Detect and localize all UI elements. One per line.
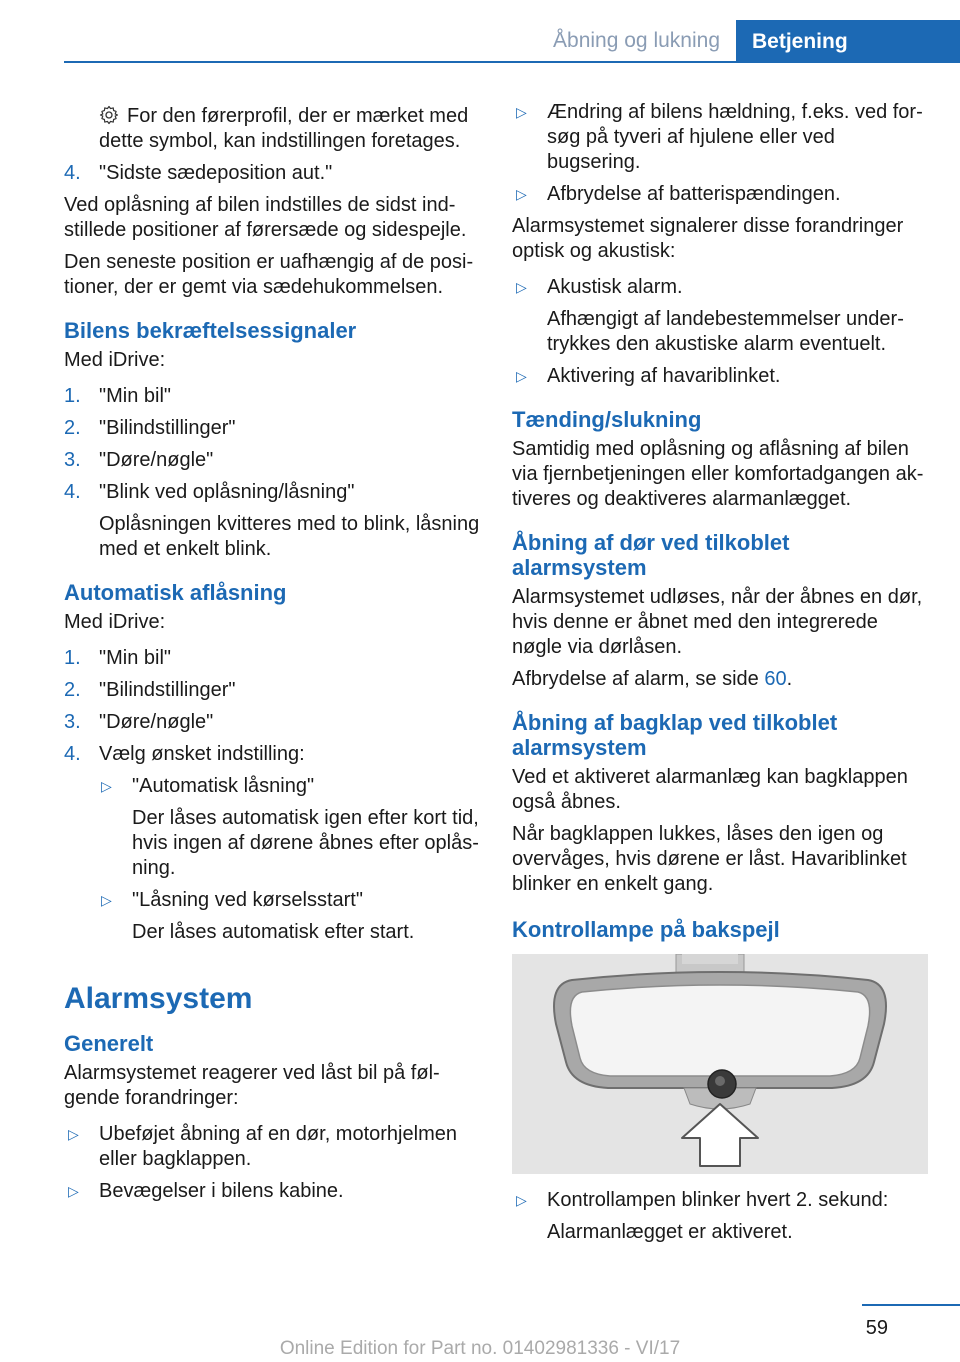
right-column [512,100,930,1252]
page-number: 59 [865,1317,888,1339]
heading-automatic-locking: Automatisk aflåsning [64,580,287,605]
bullet-triangle-icon: ▷ [101,892,112,908]
footer-rule [862,1304,960,1306]
paragraph: Alarmsystemet udløses, når der åbnes en dør, hvis denne er åbnet med den integrerede nøgle via dørlåsen. [512,586,923,658]
page-60-link[interactable]: 60 [764,668,787,690]
list-item-text: "Bilindstillinger" [99,679,236,701]
bullet-triangle-icon: ▷ [516,104,527,120]
paragraph: Den seneste position er uafhængig af de positioner, der er gemt via sædehukommelsen. [64,251,474,298]
left-column [64,100,482,1211]
paragraph: Ved oplåsning af bilen indstilles de sidst indstillede positioner af førersæde og sidespejle. [64,194,467,241]
bullet-item [512,100,930,175]
list-item-text: "Min bil" [99,647,171,669]
idrive-intro: Med iDrive: [64,611,166,633]
reference-suffix: . [786,668,793,690]
list-item [64,710,482,735]
nested-options [97,774,482,945]
bullet-item-note: Der låses automatisk igen efter kort tid, hvis ingen af dørene åbnes efter oplåsning. [132,807,479,879]
bullet-item [64,1179,482,1204]
bullet-item-text: Afbrydelse af batterispændingen. [547,183,841,205]
bullet-item [512,275,930,300]
bullet-item [512,1188,930,1213]
mirror-mount-top [682,954,738,964]
reference-text: Afbrydelse af alarm, se side [512,668,765,690]
paragraph: Alarmsystemet signalerer disse forandringer optisk og akustisk: [512,215,904,262]
list-item-note: Oplåsningen kvitteres med to blink, låsning med et enkelt blink. [99,513,480,560]
list-number: 1. [64,647,81,669]
bullet-item [97,888,482,913]
bullet-triangle-icon: ▷ [516,1192,527,1208]
bullet-item-text: "Låsning ved kørselsstart" [132,889,363,911]
bullet-item [512,364,930,389]
list-item-text: "Døre/nøgle" [99,711,214,733]
list-number: 4. [64,743,81,765]
bullet-triangle-icon: ▷ [516,186,527,202]
heading-alarm-system: Alarmsystem [64,982,253,1015]
heading-confirmation-signals: Bilens bekræftelsessignaler [64,318,357,343]
list-item [64,678,482,703]
bullet-item-text: Kontrollampen blinker hvert 2. sekund: [547,1189,889,1211]
paragraph: Når bagklappen lukkes, låses den igen og overvåges, hvis dørene er låst. Havariblinket blinker en enkelt gang. [512,823,907,895]
profile-note-text: For den førerprofil, der er mærket med dette symbol, kan indstillingen foretages. [99,105,469,152]
list-number: 3. [64,711,81,733]
edition-footer: Online Edition for Part no. 01402981336 - VI/17 [279,1338,681,1359]
list-number: 1. [64,385,81,407]
list-item [64,742,482,767]
list-number: 4. [64,162,81,184]
profile-note [64,104,482,154]
bullet-triangle-icon: ▷ [516,279,527,295]
bullet-item-text: "Automatisk låsning" [132,775,315,797]
idrive-intro: Med iDrive: [64,349,166,371]
list-item [64,646,482,671]
list-item [64,161,482,186]
driver-profile-gear-icon [99,105,119,125]
list-item-text: "Døre/nøgle" [99,449,214,471]
list-item-text: "Blink ved oplåsning/låsning" [99,481,355,503]
list-item [64,384,482,409]
header-section-title: Åbning og lukning [553,29,720,52]
heading-general: Generelt [64,1031,154,1056]
bullet-item [97,774,482,799]
bullet-item-note: Alarmanlægget er aktiveret. [547,1221,793,1243]
rearview-mirror-illustration [512,954,928,1174]
bullet-triangle-icon: ▷ [101,778,112,794]
indicator-lamp-highlight [715,1076,725,1086]
list-item-text: Vælg ønsket indstilling: [99,743,305,765]
bullet-item-text: Bevægelser i bilens kabine. [99,1180,344,1202]
bullet-item-text: Ubeføjet åbning af en dør, motorhjelmen eller bagklappen. [99,1123,457,1170]
list-number: 4. [64,481,81,503]
bullet-item-note: Afhængigt af landebestemmelser undertrykkes den akustiske alarm eventuelt. [547,308,904,355]
list-number: 3. [64,449,81,471]
list-item-text: "Sidste sædeposition aut." [99,162,333,184]
list-number: 2. [64,417,81,439]
list-item [64,480,482,505]
list-item [64,448,482,473]
bullet-triangle-icon: ▷ [68,1126,79,1142]
header-chapter-tab[interactable]: Betjening [736,20,960,62]
bullet-triangle-icon: ▷ [516,368,527,384]
heading-indicator-lamp: Kontrollampe på bakspejl [512,917,780,942]
bullet-item-note: Der låses automatisk efter start. [132,921,415,943]
bullet-item-text: Ændring af bilens hældning, f.eks. ved forsøg på tyveri af hjulene eller ved bugsering. [547,101,923,173]
list-item-text: "Bilindstillinger" [99,417,236,439]
heading-ignition: Tænding/slukning [512,407,702,432]
heading-tailgate-opening: Åbning af bagklap ved tilkoblet alarmsystem [512,710,838,760]
bullet-item-text: Aktivering af havariblinket. [547,365,781,387]
bullet-item [512,182,930,207]
paragraph: Alarmsystemet reagerer ved låst bil på følgende forandringer: [64,1062,440,1109]
paragraph: Samtidig med oplåsning og aflåsning af bilen via fjernbetjeningen eller komfortadgangen aktiveres og deaktiveres alarmanlægget. [512,438,924,510]
page-reference [512,667,930,692]
paragraph: Ved et aktiveret alarmanlæg kan bagklappen også åbnes. [512,766,908,813]
bullet-item-text: Akustisk alarm. [547,276,683,298]
mirror-glass [570,985,869,1076]
list-number: 2. [64,679,81,701]
list-item [64,416,482,441]
bullet-item [64,1122,482,1172]
list-item-text: "Min bil" [99,385,171,407]
header-rule [64,61,960,63]
bullet-triangle-icon: ▷ [68,1183,79,1199]
heading-door-opening: Åbning af dør ved tilkoblet alarmsystem [512,530,790,580]
